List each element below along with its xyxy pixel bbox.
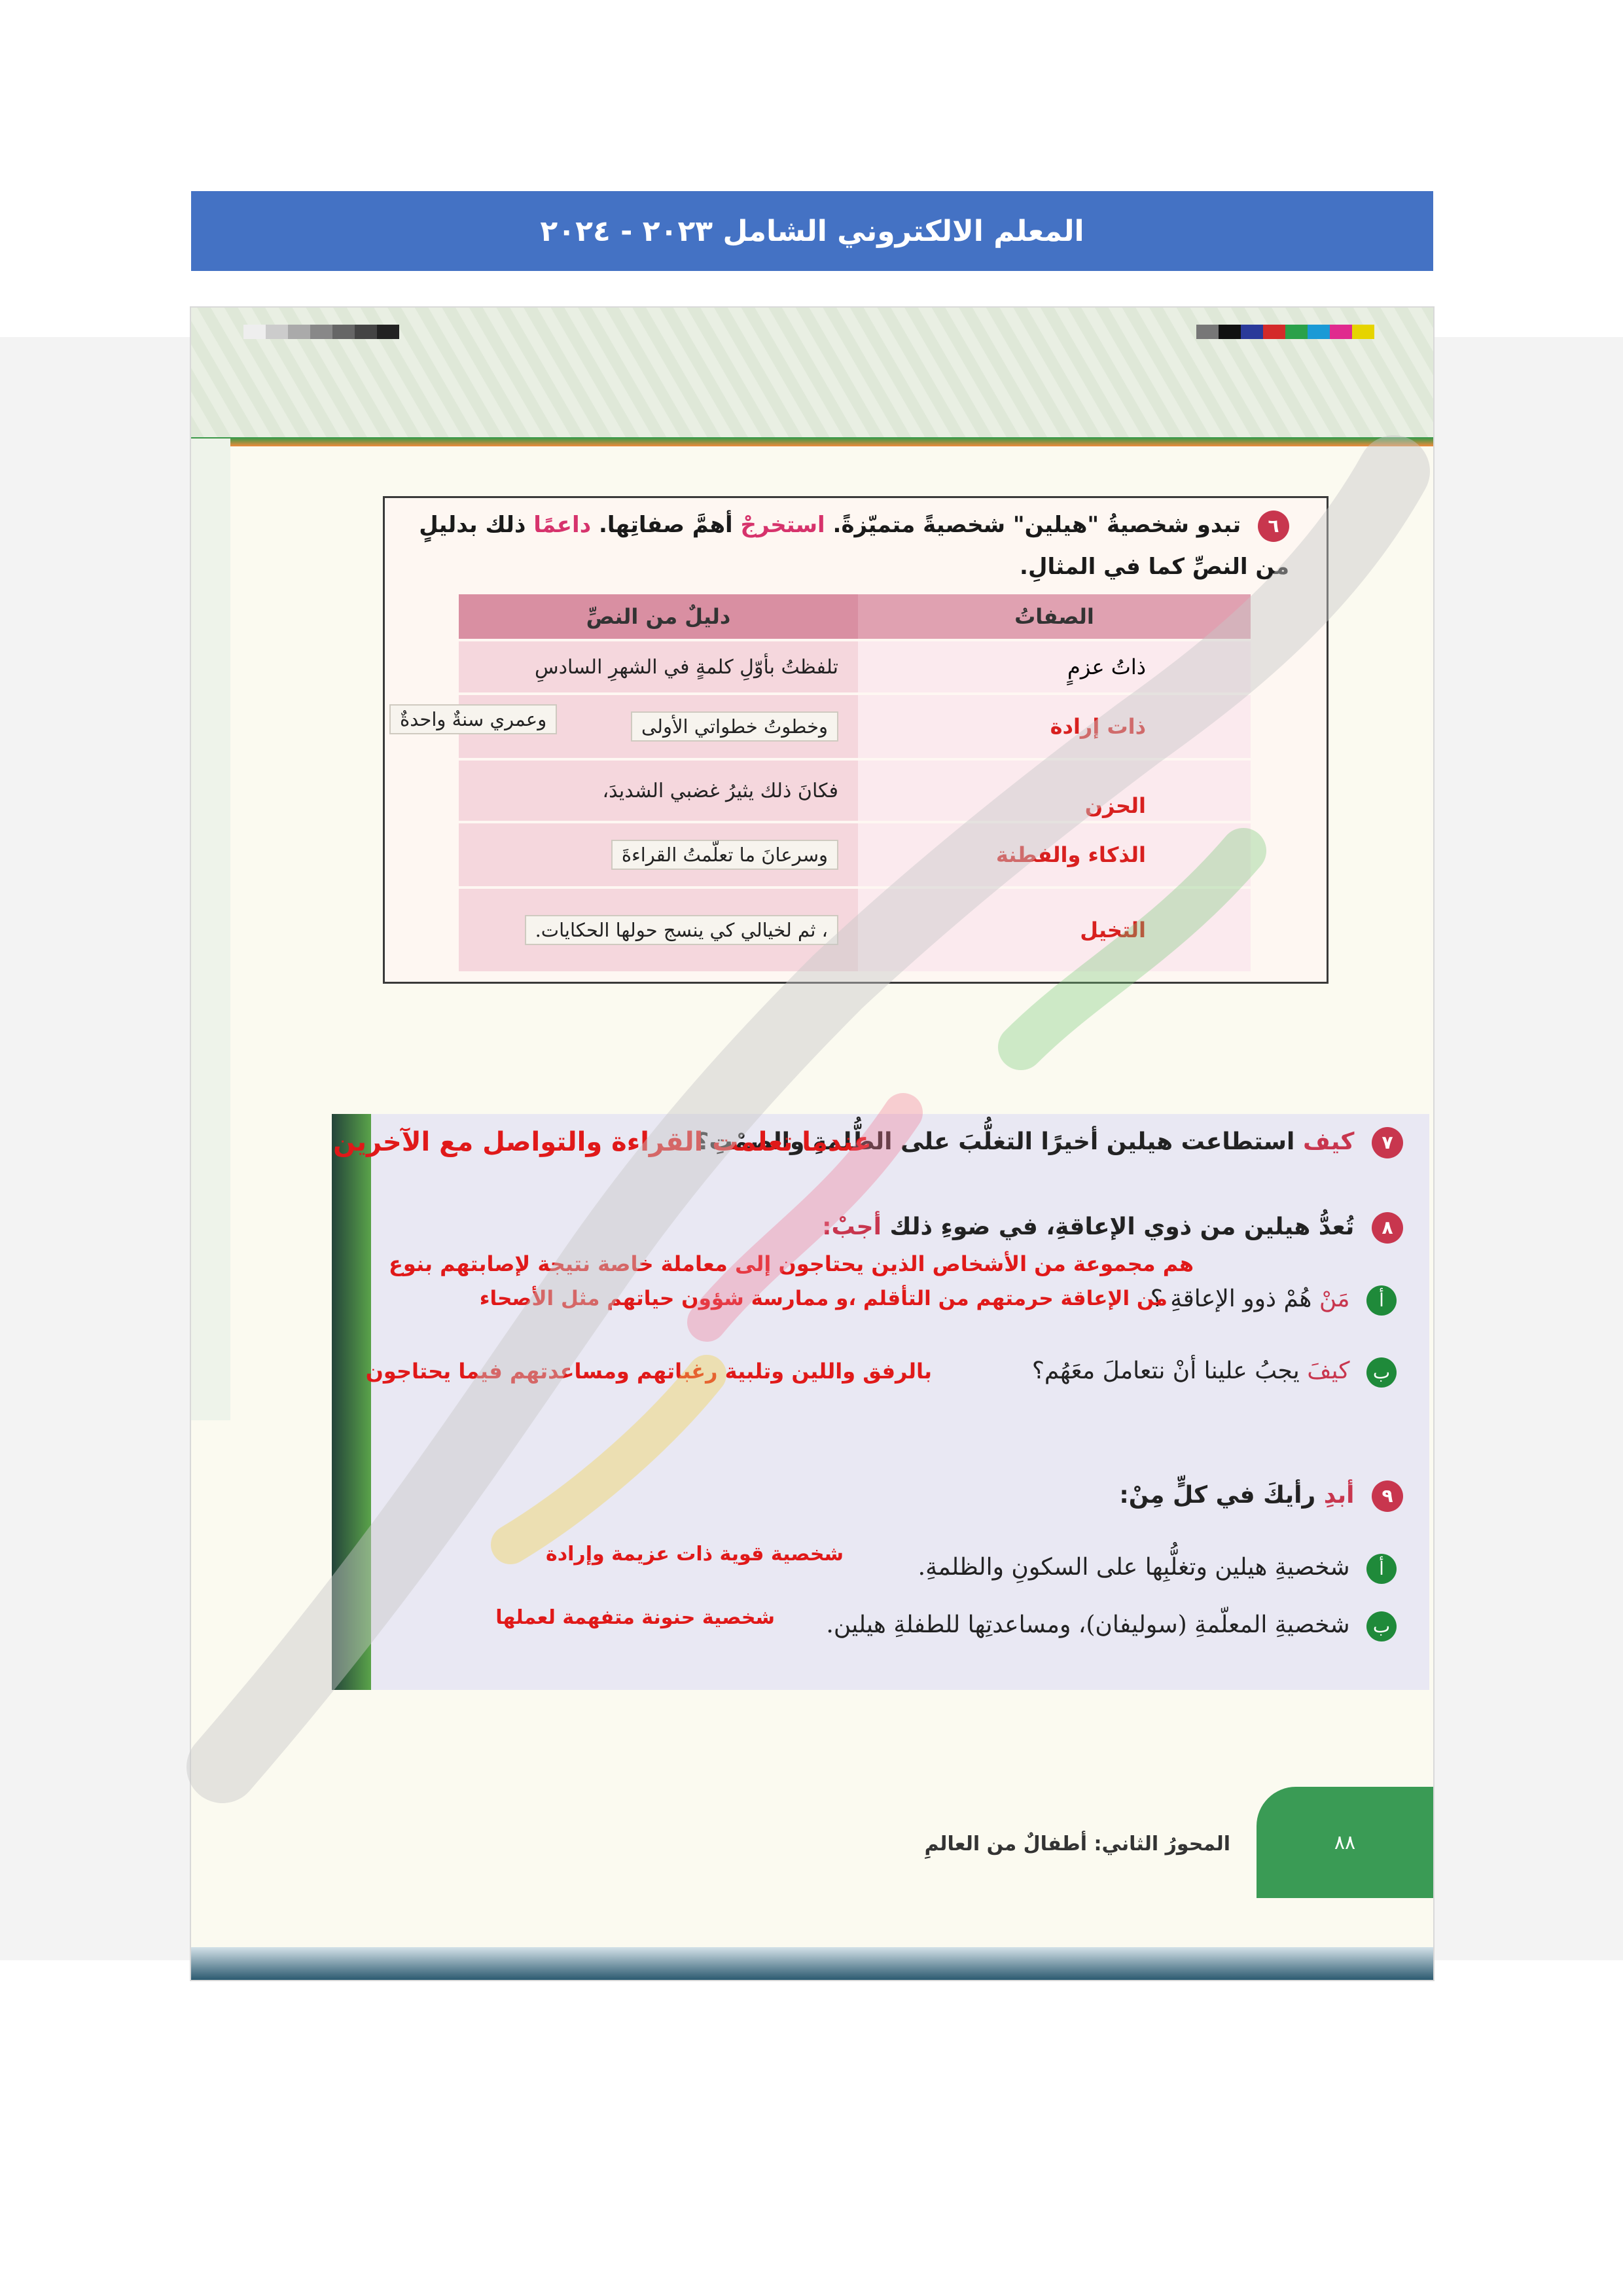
- q8-text: تُعدُّ هيلين من ذوي الإعاقةِ، في ضوءِ ذلك: [889, 1213, 1355, 1240]
- sub-question-badge: ب: [1366, 1357, 1397, 1388]
- trait-answer: ذات إرادة: [1050, 714, 1146, 739]
- unit-title: المحورُ الثاني: أطفالٌ من العالمِ: [924, 1833, 1230, 1856]
- table-header: [459, 594, 1251, 639]
- question-8-a: [1150, 1285, 1397, 1316]
- question-8: [822, 1212, 1403, 1244]
- page-bottom-band: [191, 1947, 1433, 1980]
- q8-b-answer: بالرفق واللين وتلبية رغباتهم ومساعدتهم فيما يحتاجون: [365, 1359, 932, 1384]
- q8-a-answer-line-2: من الإعاقة حرمتهم من التأقلم ،و ممارسة شؤون حياتهم مثل الأصحاء: [479, 1287, 1168, 1310]
- question-number-badge: ٦: [1258, 511, 1289, 542]
- q9-text: رأيكَ في كلٍّ مِنْ:: [1119, 1482, 1316, 1509]
- q8-b-keyword: كيفَ: [1307, 1357, 1350, 1384]
- q8-a-text: هُمْ ذوو الإعاقةِ ؟: [1150, 1285, 1312, 1312]
- calibration-strip-right: [1196, 325, 1374, 339]
- question-6-block: [383, 496, 1329, 984]
- evidence-extra-chip: وعمري سنةٌ واحدةٌ: [389, 704, 557, 734]
- q6-text-1: تبدو شخصيةُ "هيلين" شخصيةً متميّزةً.: [832, 512, 1241, 538]
- decorative-ribbon: [332, 1114, 371, 1690]
- q9-b-answer: شخصية حنونة متفهمة لعملها: [495, 1606, 775, 1629]
- calibration-strip-left: [243, 325, 399, 339]
- question-number-badge: ٧: [1372, 1127, 1403, 1158]
- scanned-page: [191, 308, 1433, 1980]
- evidence-text: وسرعانَ ما تعلّمتُ القراءةَ: [611, 840, 838, 870]
- q8-a-keyword: مَنْ: [1319, 1285, 1350, 1312]
- evidence-text: وخطوتُ خطواتي الأولى: [631, 711, 838, 742]
- trait-cell: [858, 761, 1251, 821]
- q8-keyword: أجبْ:: [822, 1213, 882, 1240]
- evidence-cell: [459, 823, 858, 886]
- q9-a-answer: شخصية قوية ذات عزيمة وإرادة: [546, 1543, 844, 1566]
- q6-text-3: ذلك بدليلٍ من النصِّ كما في المثالِ.: [419, 512, 1289, 580]
- trait-cell: [858, 889, 1251, 971]
- evidence-text: ، ثم لخيالي كي ينسج حولها الحكايات.: [525, 915, 838, 945]
- sub-question-badge: ب: [1366, 1611, 1397, 1641]
- column-header-evidence: دليلٌ من النصِّ: [459, 594, 858, 639]
- trait-cell: [858, 641, 1251, 692]
- question-number-badge: ٨: [1372, 1212, 1403, 1244]
- sub-question-badge: أ: [1366, 1554, 1397, 1584]
- trait-answer: الذكاء والفطنة: [995, 842, 1146, 867]
- trait-cell: [858, 823, 1251, 886]
- question-9-b: [826, 1611, 1397, 1641]
- q6-keyword-support: داعمًا: [533, 512, 592, 538]
- evidence-text: فكانَ ذلك يثيرُ غضبي الشديدَ،: [602, 779, 838, 802]
- table-row: [459, 761, 1251, 821]
- q6-text-2: أهمَّ صفاتِها.: [598, 512, 733, 538]
- page-number: ٨٨: [1334, 1831, 1356, 1854]
- trait-cell: [858, 695, 1251, 758]
- trait-text: ذاتُ عزمٍ: [1067, 655, 1146, 679]
- evidence-cell: [459, 761, 858, 821]
- q9-b-text: شخصيةِ المعلّمةِ (سوليفان)، ومساعدتِها للطفلةِ هيلين.: [826, 1611, 1350, 1638]
- q7-keyword: كيف: [1302, 1128, 1355, 1155]
- q8-a-answer-line-1: هم مجموعة من الأشخاص الذين يحتاجون إلى معاملة خاصة نتيجة لإصابتهم بنوع: [389, 1251, 1194, 1276]
- question-number-badge: ٩: [1372, 1480, 1403, 1512]
- q7-answer: عندما تعلمت القراءة والتواصل مع الآخرين: [333, 1127, 872, 1157]
- table-row: [459, 695, 1251, 758]
- column-header-traits: الصفاتُ: [858, 594, 1251, 639]
- q9-keyword: أبدِ: [1323, 1482, 1355, 1509]
- evidence-cell: [459, 889, 858, 971]
- question-9-a: [918, 1554, 1397, 1584]
- page-left-edge: [191, 439, 230, 1420]
- evidence-text: تلفظتُ بأوّلِ كلمةٍ في الشهرِ السادسِ: [535, 655, 838, 679]
- q7-text: استطاعت هيلين أخيرًا التغلُّبَ على الظُّلمةِ والصمْتِ؟: [695, 1128, 1295, 1155]
- q9-a-text: شخصيةِ هيلين وتغلُّبِها على السكونِ والظلمةِ.: [918, 1554, 1350, 1581]
- header-bar: [191, 191, 1433, 271]
- question-6-text: [399, 504, 1289, 588]
- sub-question-badge: أ: [1366, 1285, 1397, 1316]
- header-title: المعلم الالكتروني الشامل ٢٠٢٣ - ٢٠٢٤: [540, 214, 1084, 248]
- question-9: [1119, 1480, 1403, 1512]
- trait-answer: الحزن: [1084, 793, 1146, 818]
- page-number-tab: [1257, 1787, 1433, 1898]
- table-row: [459, 641, 1251, 692]
- evidence-cell: [459, 641, 858, 692]
- q8-b-text: يجبُ علينا أنْ نتعاملَ معَهُم؟: [1031, 1357, 1300, 1384]
- question-8-b: [1032, 1357, 1397, 1388]
- q6-keyword-extract: استخرجْ: [740, 512, 825, 538]
- questions-panel: [332, 1114, 1429, 1690]
- trait-answer: التخيل: [1080, 918, 1146, 942]
- table-row: [459, 823, 1251, 886]
- page-color-strip: [191, 437, 1433, 446]
- table-row: [459, 889, 1251, 971]
